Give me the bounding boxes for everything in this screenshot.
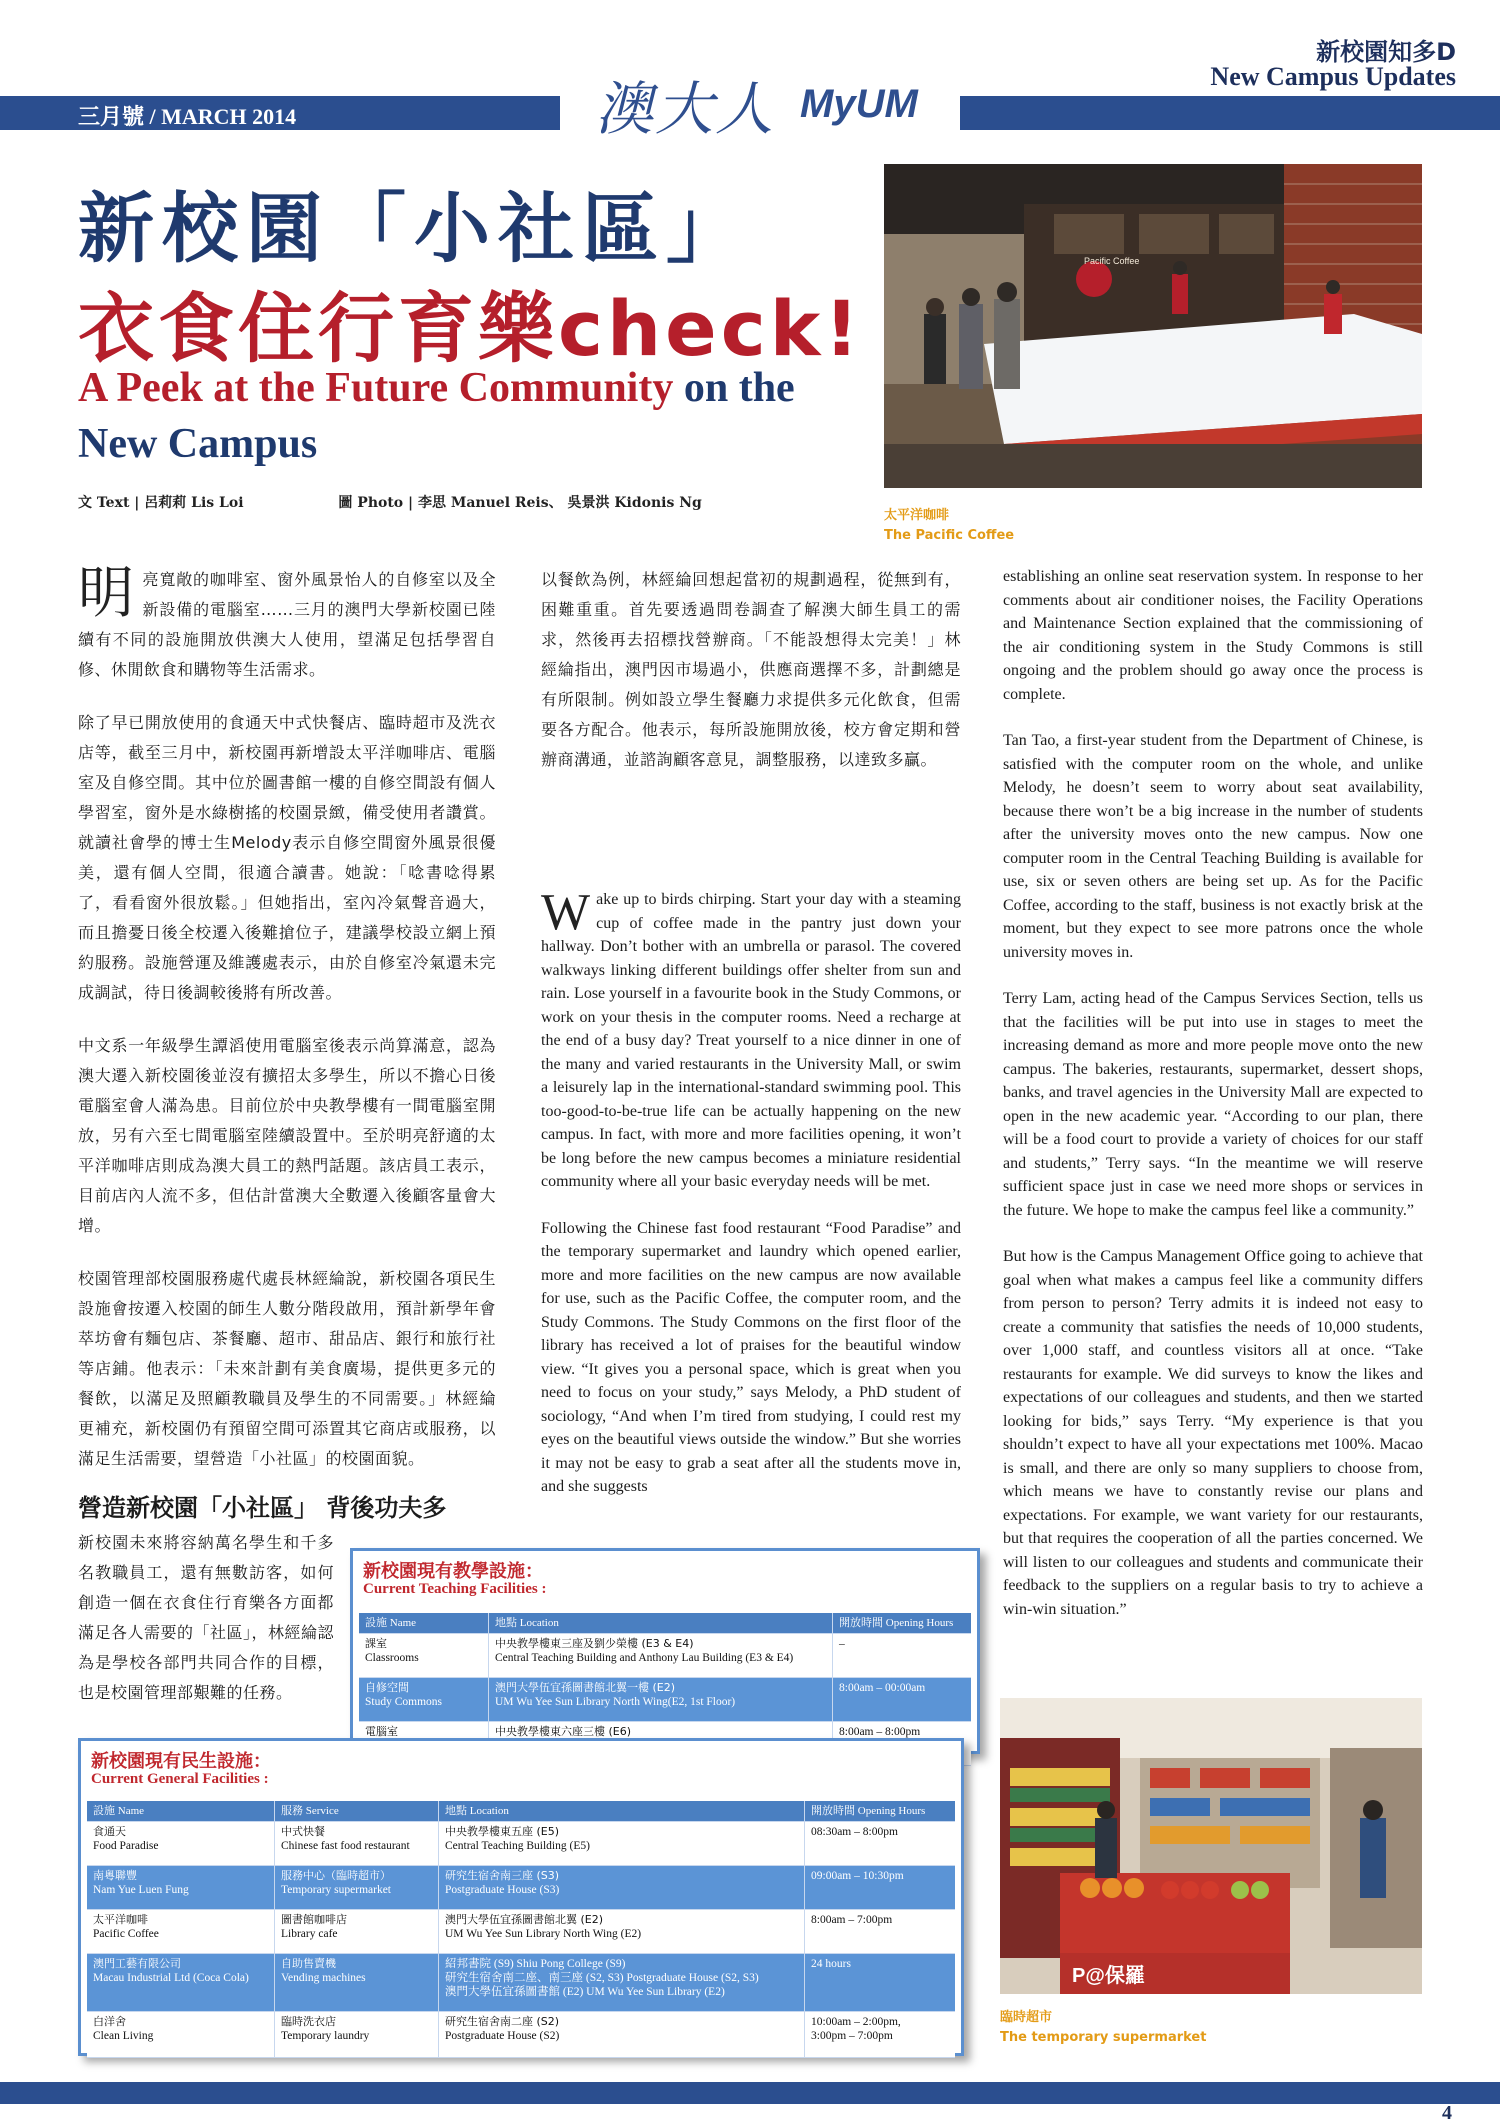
col-header-hours: 開放時間 Opening Hours	[811, 1805, 926, 1817]
en-paragraph-2: Following the Chinese fast food restaurant “Food Paradise” and the temporary supermarket and laundry which opened earlier, more and more facilities on the new campus are now available for use, such as the Pacific Coffee, the computer room, and the Study Commons. The Study Commons on the first floor of the library has received a lot of praises for the beautiful window view. “It gives you a personal space, which is great when you need to focus on your study,” says Melody, a PhD student of sociology, “And when I’m tired from studying, I could rest my eyes on the beautiful views outside the window.” But she worries it may not be easy to grab a seat after all the students move in, and she suggests	[541, 1219, 961, 1495]
location-line-2: UM Wu Yee Sun Library North Wing (E2)	[445, 1928, 642, 1940]
service-cn: 圖書館咖啡店	[281, 1913, 347, 1926]
location-line-3: 澳門大學伍宜孫圖書館 (E2) UM Wu Yee Sun Library (E2)	[445, 1986, 725, 1998]
location-line-2: 研究生宿舍南二座、南三座 (S2, S3) Postgraduate House (S2, S3)	[445, 1972, 759, 1984]
teaching-table-header	[359, 1613, 971, 1634]
table-cell-location	[489, 1634, 833, 1677]
table-row	[359, 1634, 971, 1678]
page-number: 4	[1442, 2102, 1452, 2124]
table-cell-service	[275, 1822, 439, 1865]
table-cell-name	[87, 2012, 275, 2057]
col-header-hours: 開放時間 Opening Hours	[839, 1617, 954, 1629]
pacific-coffee-illustration	[884, 164, 1422, 488]
facility-name-cn: 白洋舍	[93, 2015, 126, 2028]
service-cn: 自助售賣機	[281, 1957, 336, 1970]
service-cn: 服務中心（臨時超市）	[281, 1869, 391, 1882]
facility-name-cn: 南粵聯豐	[93, 1869, 137, 1882]
cafe-caption-cn: 太平洋咖啡	[884, 508, 950, 523]
en-dropcap: W	[541, 884, 591, 941]
table-cell-hours: 8:00am – 7:00pm	[811, 1914, 893, 1926]
cn-paragraph-5: 新校園未來將容納萬名學生和千多名教職員工，還有無數訪客，如何創造一個在衣食住行育樂各方面都滿足各人需要的「社區」，林經綸認為是學校各部門共同合作的目標，也是校園管理部艱難的任務。	[78, 1533, 335, 1702]
cafe-sign-text: Pacific Coffee	[1084, 256, 1140, 266]
market-caption	[1000, 2008, 1206, 2048]
table-cell-location	[439, 1910, 805, 1953]
service-cn: 中式快餐	[281, 1825, 325, 1838]
facility-location-en: UM Wu Yee Sun Library North Wing(E2, 1st Floor)	[495, 1696, 736, 1708]
facility-name-en: Classrooms	[365, 1652, 419, 1664]
teaching-table-title-cn: 新校園現有教學設施：	[363, 1561, 543, 1582]
table-cell-hours: 08:30am – 8:00pm	[811, 1826, 898, 1838]
service-en: Chinese fast food restaurant	[281, 1840, 410, 1852]
table-cell-hours: 8:00am – 00:00am	[839, 1682, 926, 1694]
en-article-col2	[541, 884, 961, 1522]
cn-paragraph-4: 校園管理部校園服務處代處長林經綸說，新校園各項民生設施會按遷入校園的師生人數分階段啟用，預計新學年會萃坊會有麵包店、茶餐廳、超市、甜品店、銀行和旅行社等店鋪。他表示：「未來計劃有美食廣場，提供更多元的餐飲，以滿足及照顧教職員及學生的不同需要。」林經綸更補充，新校園仍有預留空間可添置其它商店或服務，以滿足生活需要，望營造「小社區」的校園面貌。	[78, 1269, 496, 1468]
table-cell-location	[439, 1866, 805, 1909]
location-line-2: Postgraduate House (S3)	[445, 1884, 560, 1896]
supermarket-illustration	[1000, 1698, 1422, 1994]
col-header-name: 設施 Name	[87, 1801, 275, 1821]
credits	[78, 492, 898, 512]
facility-name-en: Study Commons	[365, 1696, 443, 1708]
facility-name-cn: 自修空間	[365, 1681, 409, 1694]
table-cell-location	[439, 2012, 805, 2057]
general-facilities-table	[78, 1738, 964, 2056]
market-caption-en: The temporary supermarket	[1000, 2030, 1207, 2045]
headline-en	[78, 360, 878, 472]
en-article-col3	[1003, 565, 1423, 1644]
cn-paragraph-3: 中文系一年級學生譚滔使用電腦室後表示尚算滿意，認為澳大遷入新校園後並沒有擴招太多學生，所以不擔心日後電腦室會人滿為患。目前位於中央教學樓有一間電腦室開放，另有六至七間電腦室陸續設置中。至於明亮舒適的太平洋咖啡店則成為澳大員工的熱門話題。該店員工表示，目前店內人流不多，但估計當澳大全數遷入後顧客量會大增。	[78, 1036, 496, 1235]
cn-article-col1	[78, 561, 496, 1497]
facility-name-en: Pacific Coffee	[93, 1928, 159, 1940]
cn-dropcap: 明	[78, 561, 135, 626]
table-cell-name	[359, 1678, 489, 1721]
location-line-1: 研究生宿舍南二座 (S2)	[445, 2015, 560, 2028]
section-title-en: New Campus Updates	[1210, 62, 1456, 91]
general-table-grid	[87, 1801, 955, 2058]
cafe-caption	[884, 506, 1014, 546]
facility-name-cn: 食通天	[93, 1825, 126, 1838]
masthead-en: MyUM	[800, 82, 918, 126]
table-cell-location	[439, 1954, 805, 2011]
en-paragraph-4: Tan Tao, a first-year student from the Department of Chinese, is satisfied with the computer room on the whole, and unlike Melody, he doesn’t seem to worry about seat availability, because there won’t be a big increase in the number of students after the university moves onto the new campus. Now one computer room in the Central Teaching Building is available for use, six or seven others are being set up. As for the Pacific Coffee, according to the staff, business is not exactly brisk at the moment, but they expect to see more patrons once the whole university moves in.	[1003, 732, 1423, 961]
location-line-1: 澳門大學伍宜孫圖書館北翼 (E2)	[445, 1913, 604, 1926]
footer-bar	[0, 2082, 1500, 2104]
table-cell-service	[275, 2012, 439, 2057]
pacific-coffee-photo	[884, 164, 1422, 488]
cn-paragraph-1-text: 亮寬敞的咖啡室、窗外風景怡人的自修室以及全新設備的電腦室……三月的澳門大學新校園已陸續有不同的設施開放供澳大人使用，望滿足包括學習自修、休閒飲食和購物等生活需求。	[78, 570, 496, 679]
hours-line-2: 3:00pm – 7:00pm	[811, 2030, 893, 2042]
col-header-service: 服務 Service	[275, 1801, 439, 1821]
table-row	[87, 1866, 955, 1910]
headline-cn-line2: 衣食住行育樂check!	[78, 284, 863, 373]
table-cell-location	[439, 1822, 805, 1865]
table-cell-hours	[805, 2012, 955, 2057]
cn-subheading: 營造新校園「小社區」 背後功夫多	[78, 1494, 447, 1522]
facility-name-cn: 太平洋咖啡	[93, 1913, 148, 1926]
en-paragraph-6: But how is the Campus Management Office going to achieve that goal when what makes a campus feel like a community differs from person to person? Terry admits it is indeed not easy to create a community that satisfies the needs of 10,000 students, over 1,000 staff, and countless visitors all at once. “Take restaurants for example. We did surveys to know the likes and expectations of our colleagues and students, and then we started looking for bids,” says Terry. “My experience is that you shouldn’t expect to have all your expectations met 100%. Macao is small, and there are only so many suppliers to choose from, which means we have to constantly revise our plans and expectations. For example, we want variety for our restaurants, but that requires the cooperation of all the parties concerned. We will listen to our colleagues and students and communicate their feedback to the suppliers on a regular basis to try to achieve a win-win situation.”	[1003, 1248, 1423, 1618]
en-paragraph-3: establishing an online seat reservation system. In response to her comments about air conditioner noises, the Facility Operations and Maintenance Section explained that the commissioning of the air conditioning system in the Study Commons is still ongoing and the problem should go away once the process is complete.	[1003, 568, 1423, 703]
table-cell-service	[275, 1910, 439, 1953]
table-cell-name	[87, 1822, 275, 1865]
facility-name-cn: 電腦室	[365, 1725, 398, 1738]
issue-label: 三月號 / MARCH 2014	[78, 104, 297, 129]
credit-photo: 圖 Photo | 李思 Manuel Reis、 吳景洪 Kidonis Ng	[338, 495, 702, 511]
headline-en-on-the: on the	[673, 365, 795, 411]
table-cell-location	[489, 1678, 833, 1721]
cafe-caption-en: The Pacific Coffee	[884, 528, 1015, 543]
table-cell-name	[359, 1634, 489, 1677]
table-row	[87, 1954, 955, 2012]
teaching-table-title-en: Current Teaching Facilities :	[363, 1581, 547, 1597]
table-row	[87, 1822, 955, 1866]
general-table-header	[87, 1801, 955, 1822]
headline-en-red: A Peek at the Future Community	[78, 365, 674, 411]
table-cell-hours: 8:00am – 8:00pm	[839, 1726, 921, 1738]
teaching-facilities-table	[350, 1548, 980, 1754]
headline-cn-line1: 新校園「小社區」	[78, 184, 750, 273]
facility-location-cn: 中央教學樓東六座三樓 (E6)	[495, 1725, 632, 1738]
table-cell-hours: 24 hours	[811, 1958, 851, 1970]
service-en: Temporary laundry	[281, 2030, 370, 2042]
facility-location-cn: 澳門大學伍宜孫圖書館北翼一樓 (E2)	[495, 1681, 676, 1694]
header-bar-right	[960, 96, 1500, 130]
service-en: Vending machines	[281, 1972, 366, 1984]
facility-name-en: Food Paradise	[93, 1840, 159, 1852]
masthead-cn: 澳大人	[595, 75, 776, 143]
masthead-logo	[595, 62, 955, 142]
cn-article-col2	[541, 565, 961, 798]
facility-name-en: Macau Industrial Ltd (Coca Cola)	[93, 1972, 249, 1984]
cn-paragraph-2: 除了早已開放使用的食通天中式快餐店、臨時超市及洗衣店等，截至三月中，新校園再新增設太平洋咖啡店、電腦室及自修空間。其中位於圖書館一樓的自修空間設有個人學習室，窗外是水綠樹搖的校園景緻，備受使用者讚賞。就讀社會學的博士生Melody表示自修空間窗外風景很優美，還有個人空間，很適合讀書。她說：「唸書唸得累了，看看窗外很放鬆。」但她指出，室內冷氣聲音過大，而且擔憂日後全校遷入後難搶位子，建議學校設立網上預約服務。設施營運及維護處表示，由於自修室冷氣還未完成調試，待日後調較後將有所改善。	[78, 713, 496, 1002]
col-header-name: 設施 Name	[359, 1613, 489, 1633]
table-cell-name	[87, 1866, 275, 1909]
table-cell-hours: –	[839, 1638, 845, 1650]
facility-name-cn: 澳門工藝有限公司	[93, 1957, 181, 1970]
col-header-location: 地點 Location	[489, 1613, 833, 1633]
table-row	[87, 1910, 955, 1954]
service-en: Library cafe	[281, 1928, 338, 1940]
service-cn: 臨時洗衣店	[281, 2015, 336, 2028]
cn-article-col1-lower	[78, 1528, 334, 1731]
location-line-2: Postgraduate House (S2)	[445, 2030, 560, 2042]
temporary-supermarket-photo	[1000, 1698, 1422, 1994]
location-line-1: 研究生宿舍南三座 (S3)	[445, 1869, 560, 1882]
table-cell-name	[87, 1954, 275, 2011]
table-cell-name	[87, 1910, 275, 1953]
location-line-1: 紹邦書院 (S9) Shiu Pong College (S9)	[445, 1958, 626, 1970]
table-cell-service	[275, 1866, 439, 1909]
section-title-cn: 新校園知多D	[1316, 38, 1456, 66]
col-header-location: 地點 Location	[439, 1801, 805, 1821]
location-line-2: Central Teaching Building (E5)	[445, 1840, 590, 1852]
table-row	[87, 2012, 955, 2058]
headline-en-line2: New Campus	[78, 421, 318, 467]
facility-name-cn: 課室	[365, 1637, 387, 1650]
issue-bar	[0, 96, 560, 130]
table-row	[359, 1678, 971, 1722]
table-cell-hours: 09:00am – 10:30pm	[811, 1870, 904, 1882]
market-caption-cn: 臨時超市	[1000, 2010, 1053, 2025]
general-table-title-en: Current General Facilities :	[91, 1771, 269, 1787]
general-table-title-cn: 新校園現有民生設施：	[91, 1751, 271, 1772]
en-paragraph-5: Terry Lam, acting head of the Campus Services Section, tells us that the facilities will be put into use in stages to meet the increasing demand as more and more people move onto the new campus. The bakeries, restaurants, supermarket, dessert shops, banks, and travel agencies in the University Mall are expected to open in the new academic year. “According to our plan, there will be a food court to provide a variety of choices for our staff and students,” Terry says. “In the meantime we will reserve sufficient space just in case we need more shops or services in the future. We hope to make the campus feel like a community.”	[1003, 990, 1423, 1219]
credit-text: 文 Text | 呂莉莉 Lis Loi	[78, 495, 244, 511]
cn-paragraph-6: 以餐飲為例，林經綸回想起當初的規劃過程，從無到有，困難重重。首先要透過問卷調查了解澳大師生員工的需求，然後再去招標找營辦商。「不能設想得太完美！」林經綸指出，澳門因市場過小，供應商選擇不多，計劃總是有所限制。例如設立學生餐廳力求提供多元化飲食，但需要各方配合。他表示，每所設施開放後，校方會定期和營辦商溝通，並諮詢顧客意見，調整服務，以達致多贏。	[541, 570, 961, 769]
facility-name-en: Clean Living	[93, 2030, 154, 2042]
service-en: Temporary supermarket	[281, 1884, 391, 1896]
facility-location-en: Central Teaching Building and Anthony Lau Building (E3 & E4)	[495, 1652, 794, 1664]
hours-line-1: 10:00am – 2:00pm,	[811, 2016, 901, 2028]
cn-paragraph-1	[78, 561, 496, 685]
table-cell-service	[275, 1954, 439, 2011]
en-paragraph-1-text: ake up to birds chirping. Start your day with a steaming cup of coffee made in the pantry just down your hallway. Don’t bother with an umbrella or parasol. The covered walkways linking different buildings offer shelter from sun and rain. Lose yourself in a favourite book in the Study Commons, or work on your thesis in the computer rooms. Need a recharge at the end of a busy day? Treat yourself to a nice dinner in one of the many and varied restaurants in the University Mall, or swim a leisurely lap in the international-standard swimming pool. This too-good-to-be-true life can be actually happening on the new campus. In fact, with more and more facilities opening, it won’t be long before the new campus becomes a miniature residential community where all your basic everyday needs will be met.	[541, 891, 961, 1190]
market-sign-text: P@保羅	[1072, 1965, 1145, 1987]
en-paragraph-1	[541, 884, 961, 1194]
facility-location-cn: 中央教學樓東三座及劉少榮樓 (E3 & E4)	[495, 1637, 694, 1650]
facility-name-en: Nam Yue Luen Fung	[93, 1884, 189, 1896]
location-line-1: 中央教學樓東五座 (E5)	[445, 1825, 560, 1838]
